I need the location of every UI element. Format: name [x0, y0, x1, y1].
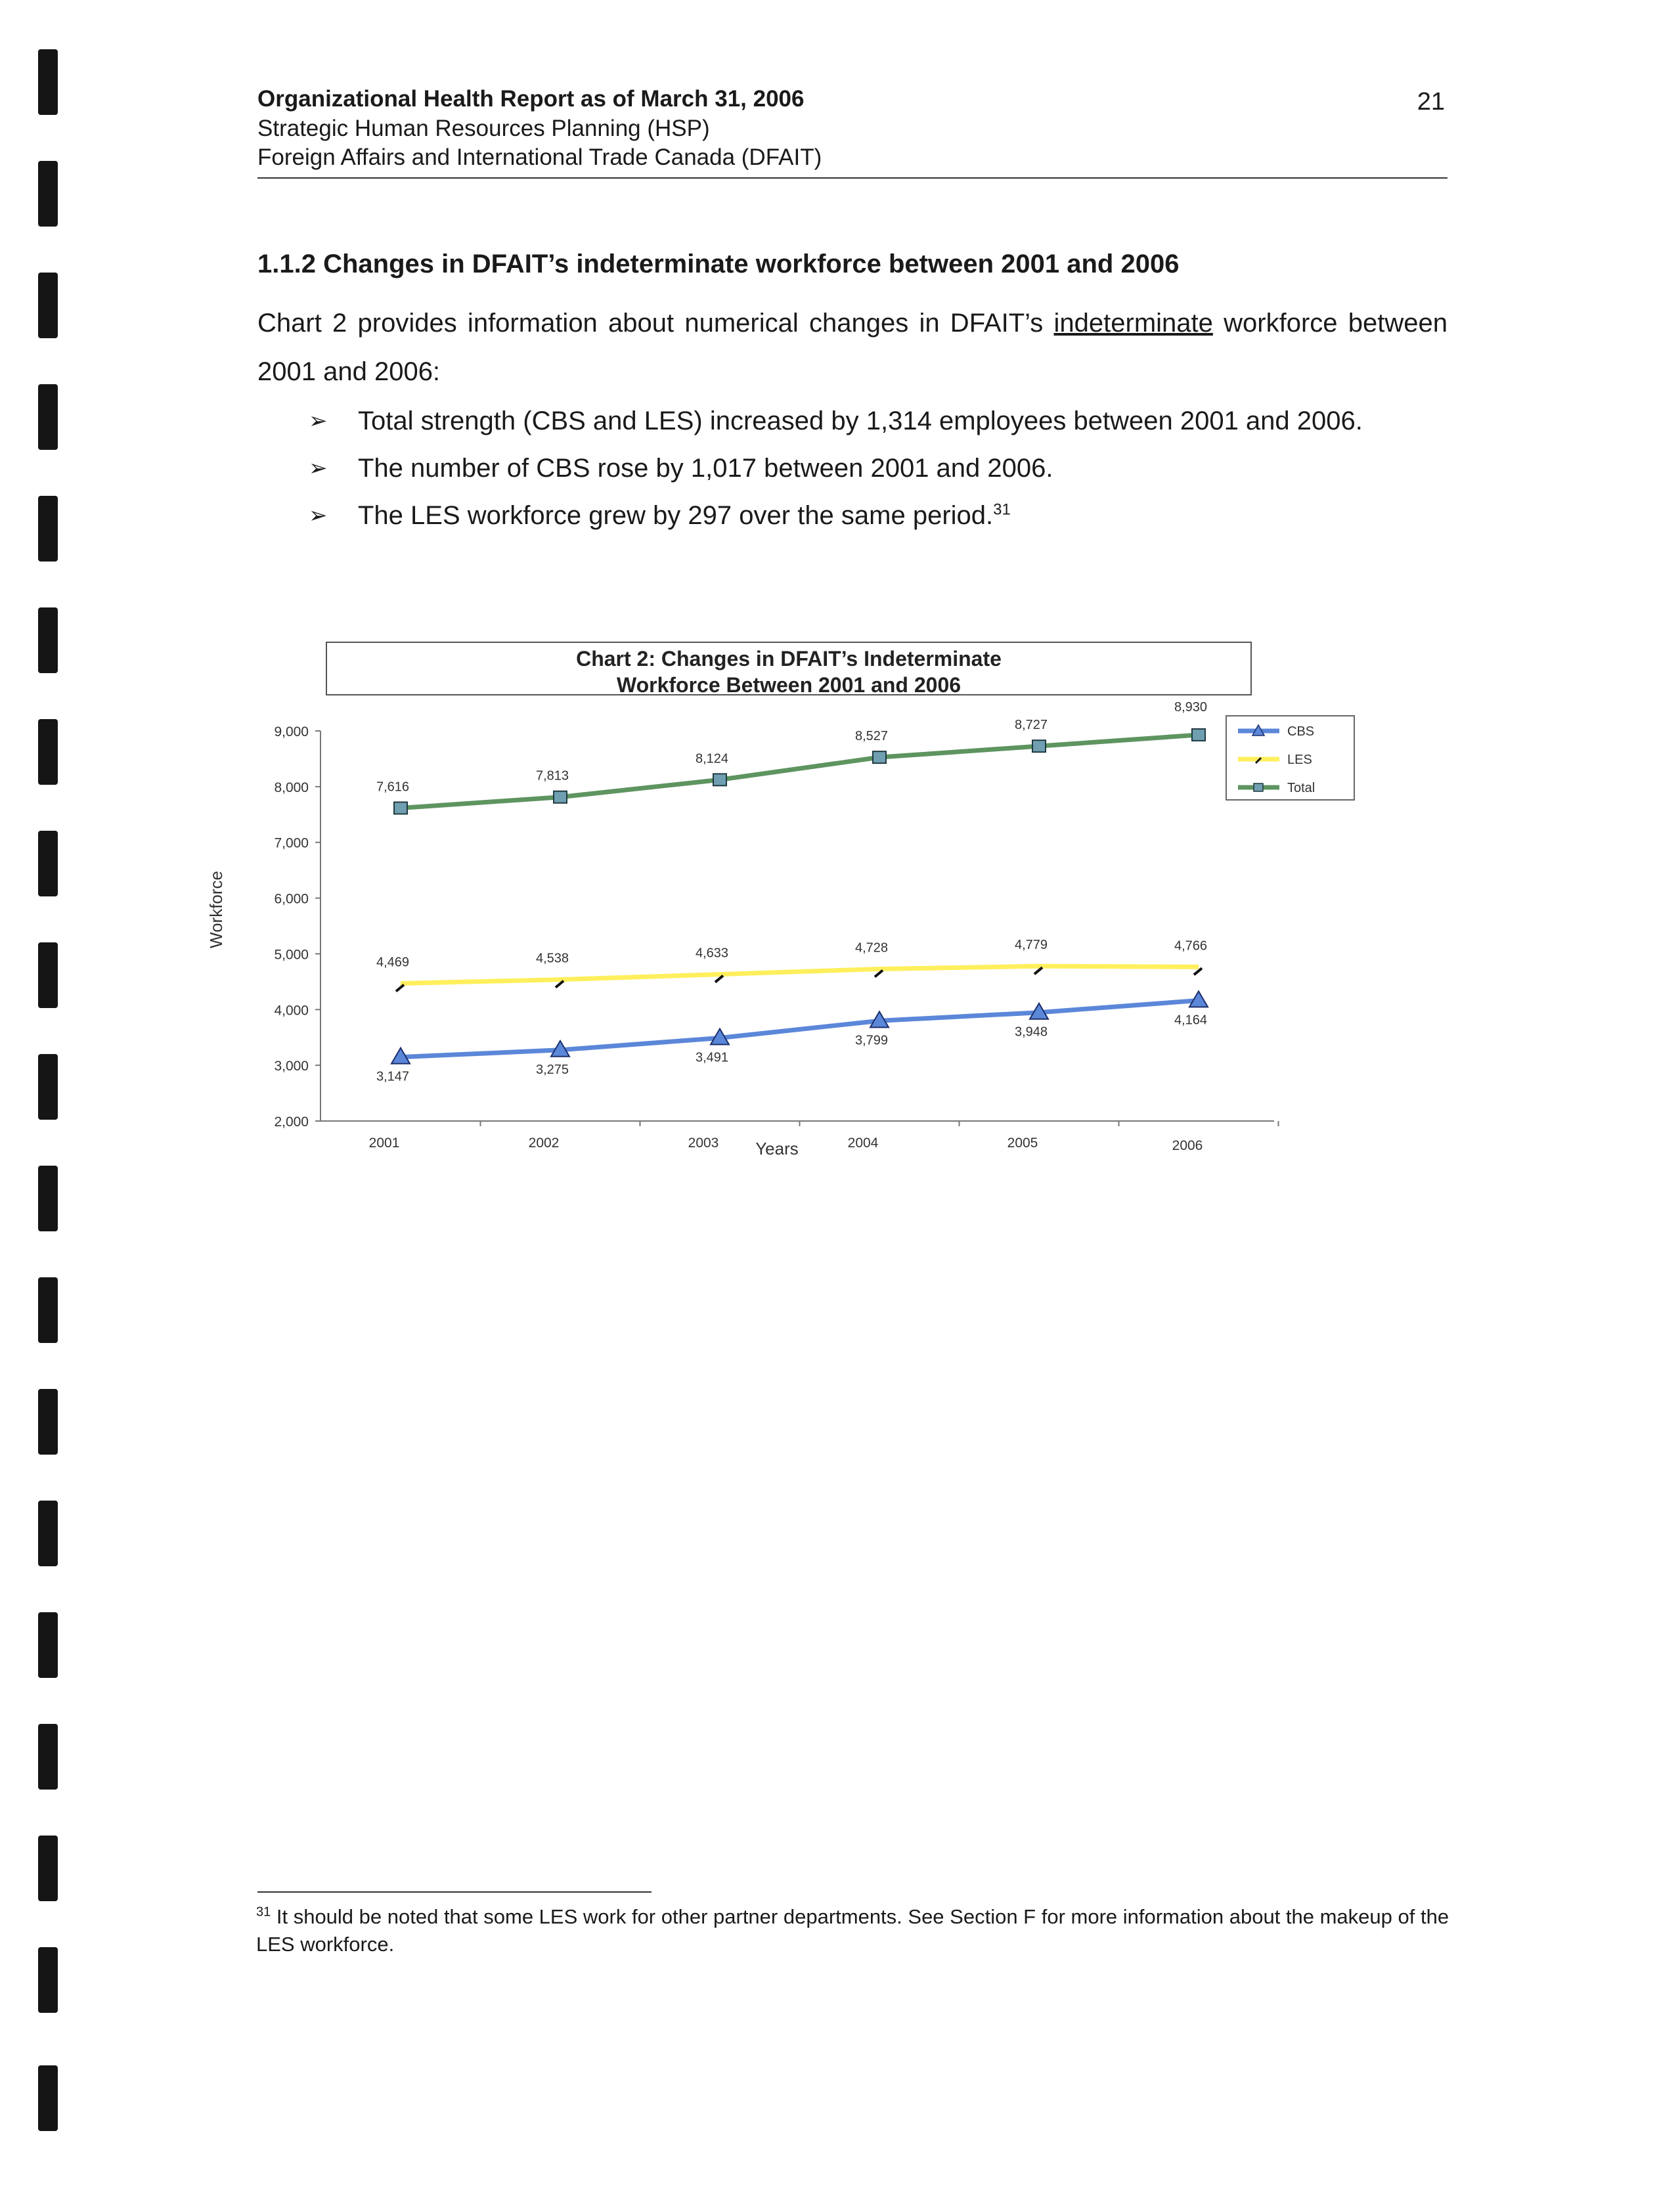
legend-label: Total — [1287, 781, 1315, 795]
bullet-text: The LES workforce grew by 297 over the same period. — [358, 501, 994, 530]
x-tick-label: 2001 — [368, 1135, 400, 1151]
data-point-total — [1032, 740, 1046, 752]
data-label-total: 7,813 — [535, 768, 569, 783]
data-label-total: 7,616 — [376, 780, 410, 795]
bullet-item — [309, 492, 1465, 539]
bullet-text: Total strength (CBS and LES) increased by 1,314 employees between 2001 and 2006. — [358, 407, 1363, 435]
chart-svg — [190, 637, 1373, 1176]
data-point-total — [713, 774, 726, 785]
binding-hole — [38, 719, 58, 785]
bullet-item — [309, 445, 1465, 492]
y-tick-label: 7,000 — [274, 835, 309, 851]
binding-hole — [38, 1166, 58, 1231]
binding-hole — [38, 496, 58, 561]
data-label-les: 4,728 — [854, 940, 889, 956]
bullet-list — [309, 397, 1465, 539]
arrow-bullet-icon: ➢ — [309, 408, 328, 433]
data-point-total — [394, 802, 407, 814]
y-tick-label: 2,000 — [274, 1114, 309, 1130]
binding-hole — [38, 1389, 58, 1455]
data-label-les: 4,538 — [535, 951, 569, 966]
data-label-cbs: 4,164 — [1174, 1013, 1208, 1028]
header-rule — [257, 177, 1448, 179]
binding-hole — [38, 1054, 58, 1120]
intro-text-end: workforce between 2001 and 2006: — [257, 309, 1448, 386]
data-label-total: 8,930 — [1174, 699, 1208, 715]
section-heading: 1.1.2 Changes in DFAIT’s indeterminate workforce between 2001 and 2006 — [257, 250, 1180, 278]
data-label-total: 8,124 — [695, 751, 729, 766]
intro-paragraph — [257, 299, 1448, 396]
data-label-cbs: 3,275 — [535, 1062, 569, 1077]
x-tick-label: 2005 — [1007, 1135, 1038, 1151]
binding-hole — [38, 1947, 58, 2013]
data-label-cbs: 3,948 — [1014, 1024, 1048, 1040]
department-name: Foreign Affairs and International Trade Canada (DFAIT) — [257, 144, 822, 170]
bullet-text: The number of CBS rose by 1,017 between 2001 and 2006. — [358, 454, 1053, 483]
binding-hole — [38, 384, 58, 450]
data-label-les: 4,779 — [1014, 938, 1048, 953]
data-label-les: 4,766 — [1174, 938, 1208, 954]
y-tick-label: 4,000 — [274, 1003, 309, 1019]
binding-hole — [38, 1836, 58, 1901]
data-label-total: 8,527 — [854, 729, 889, 744]
x-ticks — [369, 1121, 1279, 1153]
y-axis-label: Workforce — [206, 871, 226, 948]
binding-hole — [38, 2065, 58, 2131]
data-point-les — [1194, 968, 1202, 975]
chart-title-line1: Chart 2: Changes in DFAIT’s Indeterminate — [576, 647, 1002, 671]
y-tick-label: 9,000 — [274, 724, 309, 739]
x-tick-label: 2004 — [847, 1135, 879, 1151]
binding-hole — [38, 1724, 58, 1790]
y-tick-label: 5,000 — [274, 947, 309, 963]
x-tick-label: 2003 — [688, 1135, 719, 1151]
footnote-rule — [257, 1891, 652, 1893]
page-number: 21 — [1417, 88, 1445, 116]
report-title: Organizational Health Report as of March 31, 2006 — [257, 86, 805, 112]
footnote — [256, 1903, 1451, 1958]
data-label-les: 4,633 — [695, 946, 729, 961]
binding-hole — [38, 49, 58, 115]
report-subtitle: Strategic Human Resources Planning (HSP) — [257, 116, 710, 141]
series-layer — [376, 700, 1208, 1084]
intro-text-start: Chart 2 provides information about numerical changes in DFAIT’s — [257, 309, 1054, 338]
x-axis-label: Years — [755, 1139, 799, 1158]
footnote-text: It should be noted that some LES work for other partner departments. See Section F for more information about the makeup of the LES workforce. — [256, 1905, 1449, 1956]
ring-binding-holes — [0, 0, 79, 2200]
data-label-les: 4,469 — [376, 955, 410, 970]
y-tick-label: 8,000 — [274, 780, 309, 795]
data-label-cbs: 3,147 — [376, 1069, 410, 1084]
data-label-cbs: 3,491 — [695, 1050, 729, 1065]
arrow-bullet-icon: ➢ — [309, 456, 328, 481]
series-line-total — [401, 735, 1199, 808]
intro-underlined-term: indeterminate — [1053, 309, 1213, 338]
y-tick-label: 3,000 — [274, 1059, 309, 1074]
data-point-total — [1192, 729, 1205, 741]
x-tick-label: 2002 — [528, 1135, 560, 1151]
legend-label: LES — [1287, 753, 1312, 767]
legend-marker-icon — [1254, 783, 1263, 791]
binding-hole — [38, 607, 58, 673]
binding-hole — [38, 161, 58, 227]
x-tick-label: 2006 — [1172, 1138, 1203, 1153]
data-label-total: 8,727 — [1014, 718, 1048, 733]
y-tick-label: 6,000 — [274, 891, 309, 907]
binding-hole — [38, 942, 58, 1008]
binding-hole — [38, 1612, 58, 1678]
data-point-les — [396, 984, 404, 991]
binding-hole — [38, 1277, 58, 1343]
legend-label: CBS — [1287, 724, 1315, 739]
bullet-item — [309, 397, 1465, 445]
binding-hole — [38, 273, 58, 338]
arrow-bullet-icon: ➢ — [309, 503, 328, 528]
legend — [1226, 716, 1354, 800]
binding-hole — [38, 1501, 58, 1566]
footnote-number: 31 — [256, 1904, 271, 1920]
series-line-les — [401, 966, 1199, 983]
data-point-total — [873, 751, 886, 763]
footnote-reference: 31 — [993, 500, 1011, 519]
binding-hole — [38, 831, 58, 896]
chart-title-line2: Workforce Between 2001 and 2006 — [616, 673, 962, 697]
data-point-total — [554, 791, 567, 803]
data-label-cbs: 3,799 — [854, 1033, 889, 1048]
page-header — [257, 84, 1448, 172]
series-line-cbs — [401, 1000, 1199, 1057]
y-ticks — [274, 724, 321, 1130]
workforce-chart — [190, 637, 1373, 1176]
